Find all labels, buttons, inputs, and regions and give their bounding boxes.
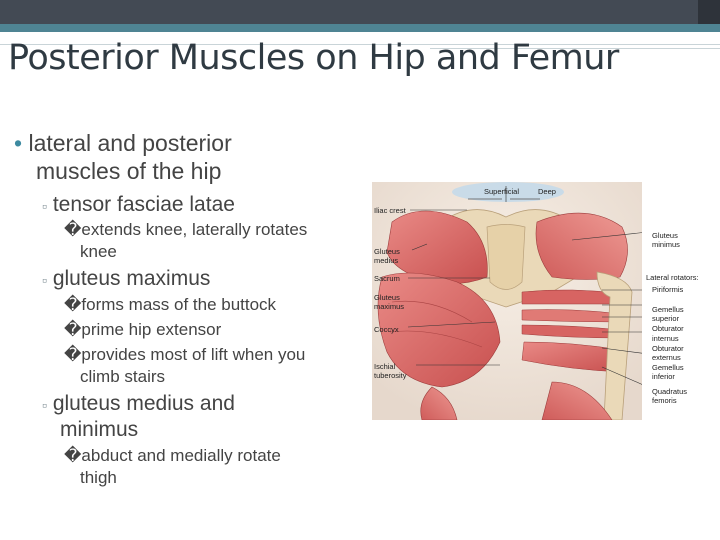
page-title: Posterior Muscles on Hip and Femur (8, 38, 619, 78)
label-superficial: Superficial (484, 187, 520, 196)
gmax-action-3: �provides most of lift when you (64, 345, 306, 364)
label-iliac-crest: Iliac crest (374, 206, 406, 215)
gmed-action-cont: thigh (80, 468, 117, 487)
label-gluteus-medius: Gluteus (374, 247, 400, 256)
hip-muscles-illustration (372, 182, 642, 420)
label-gluteus-medius-2: medius (374, 256, 399, 265)
label-gemellus-inferior: Gemellus (652, 363, 684, 372)
label-lateral-rotators: Lateral rotators: (646, 273, 699, 282)
bullet-gluteus-medius: ▫ gluteus medius and (42, 392, 235, 415)
label-deep: Deep (538, 187, 556, 196)
tfl-action: �extends knee, laterally rotates (64, 220, 308, 239)
label-quadratus-femoris: Quadratus (652, 387, 688, 396)
label-gluteus-minimus-2: minimus (652, 240, 680, 249)
label-obturator-externus: Obturator (652, 344, 684, 353)
gmax-action-3-cont: climb stairs (80, 367, 166, 386)
label-sacrum: Sacrum (374, 274, 400, 283)
label-piriformis: Piriformis (652, 285, 684, 294)
top-bar (0, 0, 720, 24)
label-gemellus-inferior-2: inferior (652, 372, 675, 381)
gmed-action: �abduct and medially rotate (64, 446, 281, 465)
hip-muscles-drawing (372, 182, 642, 420)
label-ischial-tuberosity: Ischial (374, 362, 396, 371)
label-gluteus-minimus: Gluteus (652, 231, 678, 240)
gmax-action-2: �prime hip extensor (64, 320, 222, 339)
label-ischial-tuberosity-2: tuberosity (374, 371, 407, 380)
top-bar-corner (698, 0, 720, 24)
label-gemellus-superior: Gemellus (652, 305, 684, 314)
tfl-action-cont: knee (80, 242, 117, 261)
label-coccyx: Coccyx (374, 325, 399, 334)
label-quadratus-femoris-2: femoris (652, 396, 677, 405)
label-obturator-internus: Obturator (652, 324, 684, 333)
accent-bar (0, 24, 720, 32)
gmax-action-1: �forms mass of the buttock (64, 295, 277, 314)
bullet-lateral-posterior-cont: muscles of the hip (36, 158, 222, 184)
label-obturator-externus-2: externus (652, 353, 681, 362)
bullet-gluteus-medius-cont: minimus (60, 418, 139, 441)
bullet-lateral-posterior: • lateral and posterior (14, 130, 232, 156)
label-obturator-internus-2: internus (652, 334, 679, 343)
label-gemellus-superior-2: superior (652, 314, 680, 323)
bullet-gluteus-maximus: ▫ gluteus maximus (42, 267, 211, 290)
label-gluteus-maximus: Gluteus (374, 293, 400, 302)
bullet-tfl: ▫ tensor fasciae latae (42, 193, 235, 216)
label-gluteus-maximus-2: maximus (374, 302, 405, 311)
